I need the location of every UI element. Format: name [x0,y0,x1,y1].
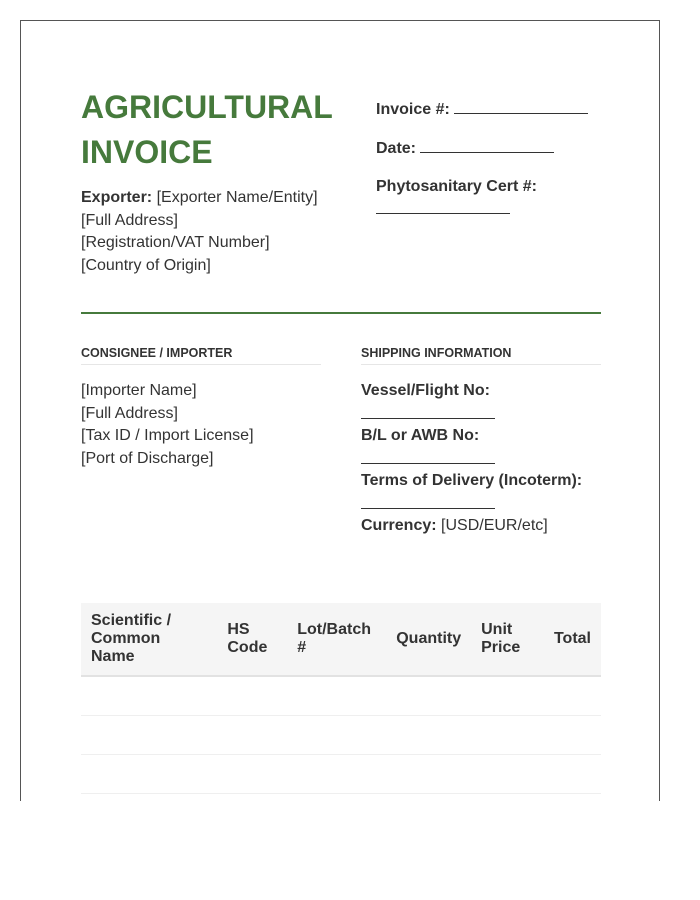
invoice-meta [376,98,601,221]
invoice-number-row [376,98,601,121]
col-header-quantity: Quantity [386,603,471,676]
table-cell[interactable] [217,716,287,755]
table-row [81,716,601,755]
consignee-title: CONSIGNEE / IMPORTER [81,344,321,365]
line-items-table-wrap [81,603,601,794]
table-cell[interactable] [217,676,287,716]
consignee-lines [81,380,321,470]
terms-label: Terms of Delivery (Incoterm): [361,472,583,489]
importer-port: [Port of Discharge] [81,449,214,467]
shipping-title: SHIPPING INFORMATION [361,344,601,365]
parties-section [81,344,601,554]
table-row [81,676,601,716]
exporter-name-row [81,187,361,210]
table-cell[interactable] [544,676,601,716]
date-label: Date: [376,140,417,157]
title-line-1: AGRICULTURAL [81,89,333,125]
currency-value: [USD/EUR/etc] [441,517,548,534]
table-cell[interactable] [386,755,471,794]
invoice-number-field[interactable] [454,98,588,114]
exporter-label: Exporter: [81,189,153,206]
col-header-unit-price: Unit Price [471,603,544,676]
col-header-name: Scientific / Common Name [81,603,217,676]
table-cell[interactable] [544,755,601,794]
consignee-column [81,344,321,470]
shipping-lines [361,380,601,538]
table-cell[interactable] [386,676,471,716]
invoice-number-label: Invoice #: [376,101,450,118]
date-row [376,137,601,160]
exporter-address: [Full Address] [81,211,178,229]
exporter-block [81,187,361,277]
col-header-hs-code: HS Code [217,603,287,676]
exporter-country: [Country of Origin] [81,256,211,274]
table-cell[interactable] [287,716,386,755]
phyto-field[interactable] [376,198,510,214]
importer-name: [Importer Name] [81,382,197,399]
table-cell[interactable] [81,716,217,755]
vessel-label: Vessel/Flight No: [361,382,490,399]
table-cell[interactable] [81,676,217,716]
phyto-row [376,176,601,221]
exporter-registration: [Registration/VAT Number] [81,234,270,251]
exporter-name: [Exporter Name/Entity] [156,189,318,206]
table-cell[interactable] [386,716,471,755]
invoice-title [81,85,351,175]
invoice-sheet [20,20,660,801]
invoice-content [81,85,601,665]
col-header-total: Total [544,603,601,676]
shipping-column [361,344,601,538]
date-field[interactable] [420,137,554,153]
importer-address: [Full Address] [81,404,178,422]
importer-tax-id: [Tax ID / Import License] [81,427,254,444]
table-cell[interactable] [471,755,544,794]
table-cell[interactable] [217,755,287,794]
phyto-label: Phytosanitary Cert #: [376,178,537,195]
currency-row [361,515,601,538]
table-cell[interactable] [81,755,217,794]
table-cell[interactable] [287,676,386,716]
bl-label: B/L or AWB No: [361,427,480,444]
invoice-header [81,85,601,315]
col-header-lot: Lot/Batch # [287,603,386,676]
table-header-row [81,603,601,676]
table-cell[interactable] [544,716,601,755]
table-row [81,755,601,794]
line-items-table [81,603,601,794]
currency-label: Currency: [361,517,437,534]
table-cell[interactable] [287,755,386,794]
title-line-2: INVOICE [81,134,213,170]
table-cell[interactable] [471,716,544,755]
table-cell[interactable] [471,676,544,716]
header-divider [81,312,601,314]
